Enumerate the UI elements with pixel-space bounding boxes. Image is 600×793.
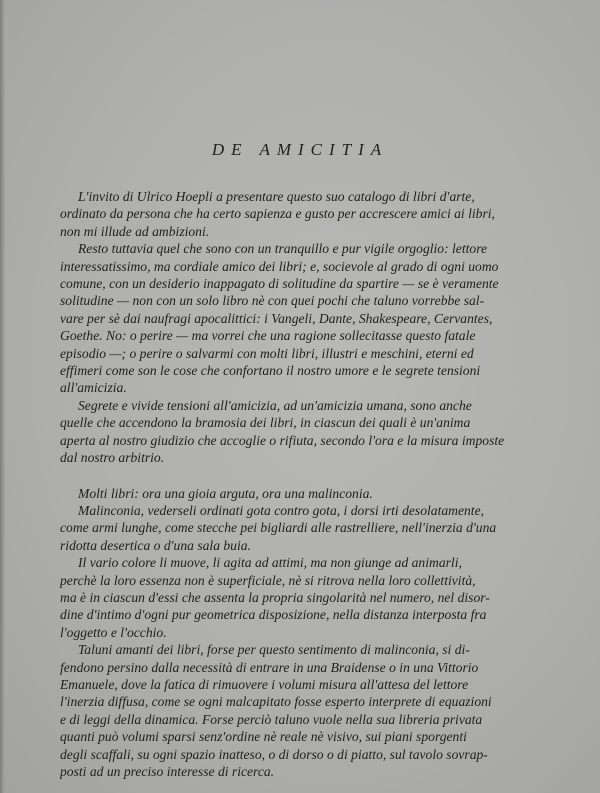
text-line: effimeri come son le cose che confortano il nostro umore e le segrete tensioni xyxy=(60,363,481,379)
section-gap xyxy=(60,467,552,485)
text-line: quanti può volumi sparsi senz'ordine nè reale nè visivo, sui piani sporgenti xyxy=(60,729,467,745)
text-line: Emanuele, dove la fatica di rimuovere i volumi misura all'attesa del lettore xyxy=(60,676,469,692)
text-line: vare per sè dai naufragi apocalittici: i Vangeli, Dante, Shakespeare, Cervantes, xyxy=(60,310,493,326)
text-line: posti ad un preciso interesse di ricerca. xyxy=(60,764,275,779)
paragraph xyxy=(60,502,552,554)
text-line: l'oggetto e l'occhio. xyxy=(60,624,167,640)
paragraph xyxy=(60,240,552,397)
text-line: quelle che accendono la bramosia dei libri, in ciascun dei quali è un'anima xyxy=(60,415,471,431)
text-line: come armi lunghe, come stecche pei bigliardi alle rastrelliere, nell'inerzia d'una xyxy=(60,520,497,536)
text-line: aperta al nostro giudizio che accoglie o rifiuta, secondo l'ora e la misura imposte xyxy=(60,432,505,448)
text-line: Malinconia, vederseli ordinati gota contro gota, i dorsi irti desolatamente, xyxy=(78,502,485,518)
text-line: all'amicizia. xyxy=(60,380,127,396)
paragraph xyxy=(60,641,552,780)
text-line: L'invito di Ulrico Hoepli a presentare questo suo catalogo di libri d'arte, xyxy=(78,189,475,204)
text-line: l'inerzia diffusa, come se ogni malcapitato fosse esperto interprete di equazioni xyxy=(60,694,492,710)
text-line: Goethe. No: o perire — ma vorrei che una ragione sollecitasse questo fatale xyxy=(60,328,476,344)
page-edge xyxy=(0,0,5,793)
text-line: ridotta desertica o d'una sala buia. xyxy=(60,537,251,553)
body-text xyxy=(60,188,552,780)
text-line: interessatissimo, ma cordiale amico dei libri; e, socievole al grado di ogni uomo xyxy=(60,258,499,274)
section-2 xyxy=(60,485,552,781)
text-line: degli scaffali, su ogni spazio inatteso, o di dorso o di piatto, sul tavolo sovrap- xyxy=(60,746,488,762)
paragraph xyxy=(60,485,552,502)
text-line: fendono persino dalla necessità di entrare in una Braidense o in una Vittorio xyxy=(60,659,479,675)
text-line: Il vario colore li muove, li agita ad attimi, ma non giunge ad animarli, xyxy=(78,555,462,571)
text-line: e di leggi della dinamica. Forse perciò taluno vuole nella sua libreria privata xyxy=(60,711,483,727)
text-line: Resto tuttavia quel che sono con un tranquillo e pur vigile orgoglio: lettore xyxy=(78,241,488,257)
text-line: ordinato da persona che ha certo sapienza e gusto per accrescere amici ai libri, xyxy=(60,206,495,222)
text-line: dine d'intimo d'ogni pur geometrica disposizione, nella distanza interposta fra xyxy=(60,607,487,623)
text-line: ma è in ciascun d'essi che assenta la propria singolarità nel numero, nel disor- xyxy=(60,589,490,605)
text-line: Molti libri: ora una gioia arguta, ora una malinconia. xyxy=(78,485,373,501)
text-line: Segrete e vivide tensioni all'amicizia, ad un'amicizia umana, sono anche xyxy=(78,397,472,413)
text-line: dal nostro arbitrio. xyxy=(60,450,165,466)
text-line: Taluni amanti dei libri, forse per questo sentimento di malinconia, si di- xyxy=(78,642,470,658)
text-line: non mi illude ad ambizioni. xyxy=(60,223,210,239)
text-line: episodio —; o perire o salvarmi con molti libri, illustri e meschini, eterni ed xyxy=(60,345,474,361)
section-1 xyxy=(60,188,552,467)
paragraph xyxy=(60,188,552,240)
text-line: comune, con un desiderio inappagato di solitudine da spartire — se è veramente xyxy=(60,276,499,292)
page-title: DE AMICITIA xyxy=(211,140,389,159)
text-line: perchè la loro essenza non è superficiale, nè si ritrova nella loro collettività, xyxy=(60,572,476,588)
paragraph xyxy=(60,397,552,467)
paragraph xyxy=(60,554,552,641)
text-line: solitudine — non con un solo libro nè con quei pochi che taluno vorrebbe sal- xyxy=(60,293,485,309)
